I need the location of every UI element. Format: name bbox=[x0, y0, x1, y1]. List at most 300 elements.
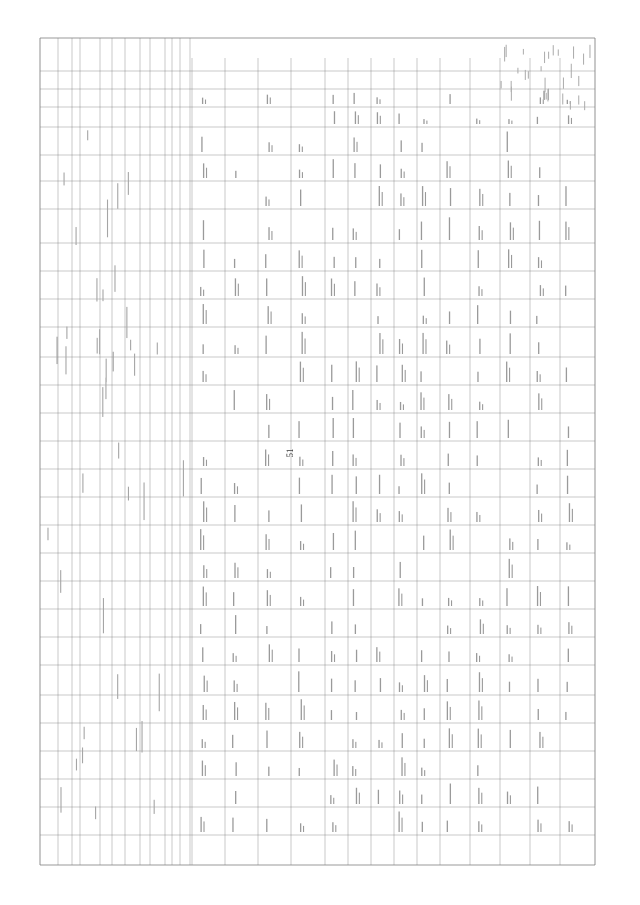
cell-text-mark bbox=[510, 795, 511, 804]
cell-text-mark bbox=[355, 507, 356, 522]
cell-text-mark bbox=[479, 598, 480, 606]
cell-text-mark bbox=[299, 732, 300, 748]
cell-text-mark bbox=[331, 710, 332, 720]
cell-text-mark bbox=[302, 276, 303, 296]
cell-text-mark bbox=[449, 311, 450, 324]
cell-text-mark bbox=[354, 163, 355, 178]
cell-text-mark bbox=[400, 455, 401, 466]
cell-text-mark bbox=[333, 533, 334, 550]
cell-text-mark bbox=[299, 478, 300, 494]
cell-text-mark bbox=[448, 394, 449, 410]
cell-text-mark bbox=[509, 682, 510, 692]
cell-text-mark bbox=[235, 762, 236, 776]
top-header-text-mark bbox=[584, 101, 585, 110]
cell-text-mark bbox=[398, 114, 399, 124]
cell-text-mark bbox=[331, 278, 332, 296]
cell-text-mark bbox=[481, 793, 482, 804]
cell-text-mark bbox=[569, 821, 570, 832]
cell-text-mark bbox=[331, 365, 332, 382]
cell-text-mark bbox=[265, 534, 266, 550]
top-header-text-mark bbox=[589, 45, 590, 58]
cell-text-mark bbox=[302, 256, 303, 268]
cell-text-mark bbox=[509, 538, 510, 550]
cell-text-mark bbox=[202, 371, 203, 382]
top-header-text-mark bbox=[578, 95, 579, 104]
cell-text-mark bbox=[271, 145, 272, 152]
cell-text-mark bbox=[301, 699, 302, 720]
cell-text-mark bbox=[508, 161, 509, 178]
cell-text-mark bbox=[353, 137, 354, 152]
cell-text-mark bbox=[233, 653, 234, 662]
header-text-mark bbox=[183, 460, 184, 496]
cell-text-mark bbox=[334, 654, 335, 662]
cell-text-mark bbox=[425, 192, 426, 206]
cell-text-mark bbox=[236, 656, 237, 662]
cell-text-mark bbox=[402, 365, 403, 382]
cell-text-mark bbox=[426, 318, 427, 324]
cell-text-mark bbox=[567, 682, 568, 692]
cell-text-mark bbox=[356, 232, 357, 240]
cell-text-mark bbox=[379, 287, 380, 296]
cell-text-mark bbox=[476, 512, 477, 522]
header-text-mark bbox=[118, 443, 119, 459]
cell-text-mark bbox=[477, 455, 478, 466]
cell-text-mark bbox=[506, 588, 507, 606]
cell-text-mark bbox=[539, 732, 540, 748]
top-header-text-mark bbox=[525, 70, 526, 80]
cell-text-mark bbox=[302, 460, 303, 466]
cell-text-mark bbox=[398, 486, 399, 494]
cell-text-mark bbox=[355, 680, 356, 692]
header-text-mark bbox=[102, 289, 103, 301]
cell-text-mark bbox=[268, 767, 269, 776]
cell-text-mark bbox=[565, 222, 566, 240]
cell-text-mark bbox=[511, 657, 512, 662]
cell-text-mark bbox=[449, 94, 450, 104]
cell-text-mark bbox=[538, 457, 539, 466]
header-text-mark bbox=[141, 721, 142, 752]
cell-text-mark bbox=[507, 132, 508, 152]
cell-text-mark bbox=[508, 654, 509, 662]
top-header-text-mark bbox=[541, 66, 542, 71]
cell-text-mark bbox=[401, 169, 402, 178]
cell-text-mark bbox=[332, 451, 333, 466]
cell-text-mark bbox=[481, 289, 482, 296]
cell-text-mark bbox=[381, 742, 382, 748]
cell-text-mark bbox=[421, 473, 422, 494]
header-text-mark bbox=[134, 354, 135, 376]
cell-text-mark bbox=[567, 476, 568, 494]
cell-text-mark bbox=[479, 189, 480, 206]
cell-text-mark bbox=[204, 676, 205, 692]
cell-text-mark bbox=[205, 374, 206, 382]
cell-text-mark bbox=[507, 625, 508, 634]
cell-text-mark bbox=[353, 567, 354, 578]
cell-text-mark bbox=[451, 600, 452, 606]
cell-text-mark bbox=[269, 644, 270, 662]
cell-text-mark bbox=[334, 284, 335, 296]
cell-text-mark bbox=[334, 111, 335, 124]
cell-text-mark bbox=[538, 393, 539, 410]
cell-text-mark bbox=[421, 426, 422, 438]
cell-text-mark bbox=[268, 199, 269, 206]
cell-text-mark bbox=[508, 119, 509, 124]
cell-text-mark bbox=[206, 310, 207, 324]
cell-text-mark bbox=[401, 594, 402, 606]
cell-text-mark bbox=[537, 117, 538, 124]
cell-text-mark bbox=[332, 228, 333, 240]
header-text-mark bbox=[113, 352, 114, 372]
cell-text-mark bbox=[271, 311, 272, 324]
cell-text-mark bbox=[511, 166, 512, 178]
cell-text-mark bbox=[480, 619, 481, 634]
top-header-text-mark bbox=[546, 93, 547, 100]
cell-text-mark bbox=[540, 374, 541, 382]
cell-text-mark bbox=[270, 97, 271, 104]
cell-text-mark bbox=[543, 99, 544, 104]
cell-text-mark bbox=[402, 685, 403, 692]
top-header-text-mark bbox=[543, 91, 544, 100]
cell-text-mark bbox=[234, 505, 235, 522]
cell-text-mark bbox=[403, 404, 404, 410]
cell-text-mark bbox=[539, 221, 540, 240]
cell-text-mark bbox=[379, 99, 380, 104]
header-text-mark bbox=[99, 329, 100, 354]
cell-text-mark bbox=[203, 220, 204, 240]
cell-text-mark bbox=[205, 742, 206, 748]
top-header-text-mark bbox=[571, 64, 572, 78]
cell-text-mark bbox=[356, 650, 357, 662]
cell-text-mark bbox=[510, 222, 511, 240]
cell-text-mark bbox=[331, 475, 332, 494]
cell-text-mark bbox=[568, 426, 569, 438]
cell-text-mark bbox=[206, 460, 207, 466]
cell-text-mark bbox=[565, 186, 566, 206]
cell-text-mark bbox=[203, 290, 204, 296]
cell-text-mark bbox=[537, 371, 538, 382]
cell-text-mark bbox=[424, 675, 425, 692]
header-text-mark bbox=[96, 278, 97, 301]
cell-text-mark bbox=[401, 710, 402, 720]
cell-text-mark bbox=[237, 707, 238, 720]
cell-text-mark bbox=[421, 650, 422, 662]
cell-text-mark bbox=[568, 649, 569, 662]
cell-text-mark bbox=[569, 503, 570, 522]
cell-text-mark bbox=[424, 708, 425, 720]
cell-text-mark bbox=[300, 823, 301, 832]
cell-text-mark bbox=[233, 592, 234, 606]
cell-text-mark bbox=[303, 826, 304, 832]
cell-text-mark bbox=[302, 172, 303, 178]
cell-text-mark bbox=[380, 164, 381, 178]
cell-text-mark bbox=[300, 597, 301, 606]
cell-text-mark bbox=[450, 707, 451, 720]
cell-text-mark bbox=[358, 115, 359, 124]
top-header-text-mark bbox=[578, 76, 579, 86]
cell-text-mark bbox=[234, 259, 235, 268]
cell-text-mark bbox=[299, 144, 300, 152]
cell-text-mark bbox=[266, 731, 267, 748]
cell-text-mark bbox=[565, 712, 566, 720]
cell-text-mark bbox=[234, 563, 235, 578]
cell-text-mark bbox=[538, 709, 539, 720]
cell-text-mark bbox=[447, 679, 448, 692]
cell-text-mark bbox=[538, 342, 539, 354]
cell-text-mark bbox=[446, 341, 447, 354]
cell-text-mark bbox=[200, 817, 201, 832]
cell-text-mark bbox=[205, 765, 206, 776]
cell-text-mark bbox=[382, 192, 383, 206]
cell-text-mark bbox=[272, 650, 273, 662]
cell-text-mark bbox=[352, 766, 353, 776]
page-number: 51 bbox=[285, 448, 295, 458]
cell-text-mark bbox=[538, 510, 539, 522]
cell-text-mark bbox=[331, 651, 332, 662]
cell-text-mark bbox=[421, 795, 422, 804]
cell-text-mark bbox=[379, 403, 380, 410]
cell-text-mark bbox=[271, 231, 272, 240]
cell-text-mark bbox=[355, 257, 356, 268]
cell-text-mark bbox=[540, 823, 541, 832]
cell-text-mark bbox=[424, 480, 425, 494]
cell-text-mark bbox=[477, 305, 478, 324]
cell-text-mark bbox=[378, 740, 379, 748]
cell-text-mark bbox=[235, 171, 236, 178]
cell-text-mark bbox=[542, 737, 543, 748]
cell-text-mark bbox=[509, 368, 510, 382]
cell-text-mark bbox=[404, 763, 405, 776]
top-header-text-mark bbox=[506, 45, 507, 57]
cell-text-mark bbox=[302, 332, 303, 354]
cell-text-mark bbox=[203, 705, 204, 720]
cell-text-mark bbox=[402, 514, 403, 522]
cell-text-mark bbox=[352, 454, 353, 466]
top-header-text-mark bbox=[501, 81, 502, 88]
cell-text-mark bbox=[237, 684, 238, 692]
cell-text-mark bbox=[299, 457, 300, 466]
cell-text-mark bbox=[268, 708, 269, 720]
cell-text-mark bbox=[398, 588, 399, 606]
cell-text-mark bbox=[331, 679, 332, 692]
cell-text-mark bbox=[205, 100, 206, 104]
cell-text-mark bbox=[510, 311, 511, 324]
cell-text-mark bbox=[479, 120, 480, 124]
top-header-text-mark bbox=[548, 52, 549, 59]
cell-text-mark bbox=[449, 728, 450, 748]
cell-text-mark bbox=[453, 536, 454, 550]
cell-text-mark bbox=[356, 142, 357, 152]
cell-text-mark bbox=[268, 306, 269, 324]
cell-text-mark bbox=[447, 701, 448, 720]
cell-text-mark bbox=[305, 316, 306, 324]
cell-text-mark bbox=[451, 399, 452, 410]
cell-text-mark bbox=[400, 402, 401, 410]
cell-text-mark bbox=[304, 705, 305, 720]
cell-text-mark bbox=[399, 339, 400, 354]
cell-text-mark bbox=[235, 791, 236, 804]
cell-text-mark bbox=[203, 587, 204, 606]
cell-text-mark bbox=[449, 422, 450, 438]
cell-text-mark bbox=[336, 765, 337, 776]
cell-text-mark bbox=[376, 283, 377, 296]
cell-text-mark bbox=[567, 450, 568, 466]
header-text-mark bbox=[66, 326, 67, 338]
cell-text-mark bbox=[298, 421, 299, 438]
cell-text-mark bbox=[380, 678, 381, 692]
cell-text-mark bbox=[422, 822, 423, 832]
cell-text-mark bbox=[449, 483, 450, 494]
cell-text-mark bbox=[331, 621, 332, 634]
cell-text-mark bbox=[510, 628, 511, 634]
cell-text-mark bbox=[201, 478, 202, 494]
cell-text-mark bbox=[404, 172, 405, 178]
cell-text-mark bbox=[376, 400, 377, 410]
cell-text-mark bbox=[265, 449, 266, 466]
cell-text-mark bbox=[403, 197, 404, 206]
cell-text-mark bbox=[377, 112, 378, 124]
cell-text-mark bbox=[234, 483, 235, 494]
cell-text-mark bbox=[237, 348, 238, 354]
cell-text-mark bbox=[270, 595, 271, 606]
cell-text-mark bbox=[235, 615, 236, 634]
header-text-mark bbox=[114, 265, 115, 292]
cell-text-mark bbox=[232, 818, 233, 832]
cell-text-mark bbox=[421, 143, 422, 152]
cell-text-mark bbox=[507, 792, 508, 804]
top-header-text-mark bbox=[583, 54, 584, 65]
cell-text-mark bbox=[265, 197, 266, 206]
header-text-mark bbox=[154, 800, 155, 814]
cell-text-mark bbox=[399, 423, 400, 438]
cell-text-mark bbox=[421, 250, 422, 268]
cell-text-mark bbox=[266, 626, 267, 634]
cell-text-mark bbox=[269, 399, 270, 410]
cell-text-mark bbox=[267, 95, 268, 104]
cell-text-mark bbox=[203, 501, 204, 522]
cell-text-mark bbox=[424, 278, 425, 296]
cell-text-mark bbox=[537, 625, 538, 634]
header-text-mark bbox=[144, 482, 145, 520]
cell-text-mark bbox=[511, 121, 512, 124]
cell-text-mark bbox=[479, 656, 480, 662]
cell-text-mark bbox=[356, 788, 357, 804]
cell-text-mark bbox=[355, 531, 356, 550]
cell-text-mark bbox=[202, 98, 203, 104]
cell-text-mark bbox=[449, 217, 450, 240]
top-header-text-mark bbox=[573, 46, 574, 58]
cell-text-mark bbox=[506, 362, 507, 382]
header-text-mark bbox=[47, 528, 48, 541]
cell-text-mark bbox=[303, 600, 304, 606]
cell-text-mark bbox=[541, 260, 542, 268]
cell-text-mark bbox=[537, 679, 538, 692]
cell-text-mark bbox=[203, 821, 204, 832]
cell-text-mark bbox=[268, 539, 269, 550]
cell-text-mark bbox=[207, 681, 208, 692]
cell-text-mark bbox=[421, 222, 422, 240]
top-header-text-mark bbox=[570, 101, 571, 109]
header-text-mark bbox=[82, 473, 83, 492]
cell-text-mark bbox=[301, 504, 302, 522]
cell-text-mark bbox=[332, 397, 333, 410]
cell-text-mark bbox=[379, 652, 380, 662]
cell-text-mark bbox=[540, 628, 541, 634]
cell-text-mark bbox=[568, 115, 569, 124]
cell-text-mark bbox=[377, 509, 378, 522]
cell-text-mark bbox=[268, 454, 269, 466]
cell-text-mark bbox=[235, 278, 236, 296]
cell-text-mark bbox=[377, 316, 378, 324]
cell-text-mark bbox=[509, 559, 510, 578]
header-text-mark bbox=[60, 570, 61, 593]
cell-text-mark bbox=[206, 168, 207, 178]
cell-text-mark bbox=[478, 700, 479, 720]
cell-text-mark bbox=[537, 586, 538, 606]
header-text-mark bbox=[97, 338, 98, 354]
cell-text-mark bbox=[539, 167, 540, 178]
cell-text-mark bbox=[353, 418, 354, 438]
cell-text-mark bbox=[538, 257, 539, 268]
top-header-text-mark bbox=[511, 87, 512, 101]
cell-text-mark bbox=[510, 333, 511, 354]
cell-text-mark bbox=[270, 572, 271, 578]
cell-text-mark bbox=[399, 682, 400, 692]
cell-text-mark bbox=[202, 647, 203, 662]
cell-text-mark bbox=[206, 709, 207, 720]
cell-text-mark bbox=[206, 592, 207, 606]
cell-text-mark bbox=[448, 454, 449, 466]
cell-text-mark bbox=[234, 702, 235, 720]
top-header-text-mark bbox=[547, 89, 548, 101]
cell-text-mark bbox=[268, 510, 269, 522]
cell-text-mark bbox=[478, 286, 479, 296]
cell-text-mark bbox=[566, 367, 567, 382]
cell-text-mark bbox=[541, 460, 542, 466]
cell-text-mark bbox=[446, 161, 447, 178]
top-header-text-mark bbox=[528, 71, 529, 78]
cell-text-mark bbox=[478, 788, 479, 804]
cell-text-mark bbox=[335, 825, 336, 832]
cell-text-mark bbox=[540, 97, 541, 104]
cell-text-mark bbox=[510, 730, 511, 748]
cell-text-mark bbox=[478, 729, 479, 748]
cell-text-mark bbox=[572, 824, 573, 832]
cell-text-mark bbox=[333, 95, 334, 104]
cell-text-mark bbox=[206, 508, 207, 522]
cell-text-mark bbox=[356, 712, 357, 720]
cell-text-mark bbox=[382, 339, 383, 354]
cell-text-mark bbox=[401, 818, 402, 832]
cell-text-mark bbox=[476, 653, 477, 662]
cell-text-mark bbox=[399, 511, 400, 522]
cell-text-mark bbox=[352, 390, 353, 410]
cell-text-mark bbox=[379, 333, 380, 354]
cell-text-mark bbox=[479, 339, 480, 354]
cell-text-mark bbox=[376, 365, 377, 382]
cell-text-mark bbox=[305, 282, 306, 296]
cell-text-mark bbox=[355, 458, 356, 466]
cell-text-mark bbox=[203, 163, 204, 178]
cell-text-mark bbox=[402, 733, 403, 748]
cell-text-mark bbox=[352, 739, 353, 748]
cell-text-mark bbox=[568, 586, 569, 606]
cell-text-mark bbox=[537, 787, 538, 804]
top-header-text-mark bbox=[504, 47, 505, 62]
cell-text-mark bbox=[402, 343, 403, 354]
header-text-mark bbox=[128, 172, 129, 195]
cell-text-mark bbox=[479, 226, 480, 240]
cell-text-mark bbox=[572, 509, 573, 522]
